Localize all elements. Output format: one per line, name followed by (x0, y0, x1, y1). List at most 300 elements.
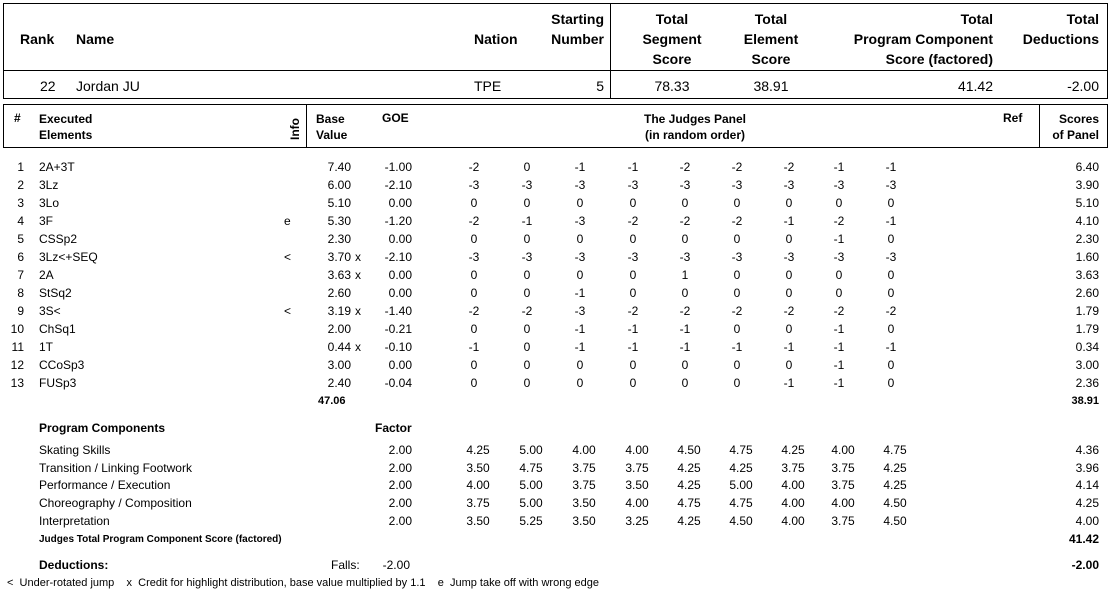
judge-score: -3 (885, 250, 897, 264)
element-bonus-mark: x (355, 250, 361, 264)
judge-score: 0 (523, 322, 531, 336)
pc-judge-score: 4.25 (466, 443, 490, 457)
element-panel-score: 5.10 (1075, 196, 1099, 210)
pc-judge-score: 4.75 (729, 443, 753, 457)
ref-header: Ref (1003, 111, 1023, 125)
judge-score: -3 (783, 250, 795, 264)
judge-score: -3 (574, 304, 586, 318)
judge-score: -1 (574, 322, 586, 336)
pc-judge-score: 4.75 (883, 443, 907, 457)
table-header-div-1 (306, 104, 307, 148)
element-panel-score: 1.79 (1075, 304, 1099, 318)
element-code: CSSp2 (39, 232, 78, 246)
judge-score: -1 (468, 340, 480, 354)
judge-score: -1 (627, 160, 639, 174)
pc-judge-score: 4.00 (831, 443, 855, 457)
judge-score: -2 (833, 214, 845, 228)
judge-score: 0 (681, 286, 689, 300)
element-base-value: 3.00 (327, 358, 351, 372)
header-divider (3, 70, 1108, 71)
element-row (0, 230, 1111, 248)
judge-score: -2 (731, 304, 743, 318)
judge-score: 0 (523, 358, 531, 372)
judge-score: 0 (785, 232, 793, 246)
element-base-value: 2.30 (327, 232, 351, 246)
pc-judge-score: 3.75 (781, 460, 805, 475)
pc-judge-score: 4.00 (781, 478, 805, 493)
judge-score: 1 (681, 268, 689, 282)
judge-score: 0 (470, 196, 478, 210)
scores-of-panel-header: Scores of Panel (1052, 112, 1099, 142)
element-code: 3Lz<+SEQ (39, 250, 98, 264)
judge-score: -1 (885, 160, 897, 174)
judge-score: -2 (679, 214, 691, 228)
judge-score: -1 (574, 340, 586, 354)
judge-score: -1 (783, 214, 795, 228)
judge-score: -1 (783, 376, 795, 390)
starting-number-header: Starting Number (551, 11, 604, 47)
pc-judge-score: 4.75 (729, 496, 753, 511)
element-info: < (284, 250, 292, 264)
skater-rank: 22 (40, 78, 56, 94)
judge-score: -2 (731, 160, 743, 174)
info-header: Info (288, 118, 302, 140)
element-row (0, 338, 1111, 356)
element-number: 13 (10, 376, 24, 390)
judge-score: 0 (629, 376, 637, 390)
pc-factor: 2.00 (388, 460, 412, 475)
skater-deductions: -2.00 (1067, 78, 1099, 94)
judge-score: -1 (574, 160, 586, 174)
judge-score: -1 (679, 340, 691, 354)
judge-score: -2 (885, 304, 897, 318)
pc-row (0, 494, 1111, 512)
judge-score: 0 (785, 322, 793, 336)
pc-judge-score: 3.50 (466, 460, 490, 475)
judge-score: 0 (629, 286, 637, 300)
element-row (0, 374, 1111, 392)
pc-judge-score: 3.50 (466, 513, 490, 528)
element-goe: -0.21 (384, 322, 412, 336)
judge-score: -2 (679, 304, 691, 318)
nation-header: Nation (474, 31, 518, 47)
judge-score: -2 (783, 304, 795, 318)
element-panel-score: 3.63 (1075, 268, 1099, 282)
judge-score: 0 (681, 196, 689, 210)
pc-panel-score: 3.96 (1075, 460, 1099, 475)
judge-score: -3 (731, 178, 743, 192)
element-row (0, 176, 1111, 194)
element-goe: -1.20 (384, 214, 412, 228)
judge-score: 0 (733, 286, 741, 300)
factor-header: Factor (375, 421, 412, 435)
judge-score: 0 (629, 358, 637, 372)
judge-score: 0 (785, 358, 793, 372)
judge-score: 0 (681, 358, 689, 372)
rank-header: Rank (20, 31, 55, 47)
judge-score: 0 (785, 196, 793, 210)
element-number: 9 (17, 304, 24, 318)
judge-score: 0 (576, 232, 584, 246)
pc-panel-score: 4.36 (1075, 443, 1099, 457)
pc-judge-score: 4.25 (729, 460, 753, 475)
judge-score: 0 (576, 376, 584, 390)
element-base-value: 0.44 (327, 340, 351, 354)
judge-score: 0 (733, 268, 741, 282)
element-goe: 0.00 (388, 196, 412, 210)
element-number: 8 (17, 286, 24, 300)
pc-factor: 2.00 (388, 513, 412, 528)
pc-judge-score: 3.75 (831, 513, 855, 528)
element-number: 11 (11, 340, 24, 354)
judge-score: 0 (733, 322, 741, 336)
deductions-label: Deductions: (39, 558, 109, 572)
element-row (0, 284, 1111, 302)
element-panel-score: 2.36 (1075, 376, 1099, 390)
element-goe: -0.04 (384, 376, 412, 390)
element-number: 5 (17, 232, 24, 246)
pc-judge-score: 4.00 (625, 443, 649, 457)
judge-score: -3 (833, 250, 845, 264)
judge-score: -3 (574, 178, 586, 192)
element-row (0, 248, 1111, 266)
judge-score: -1 (885, 214, 897, 228)
judge-score: 0 (629, 268, 637, 282)
falls-label: Falls: (331, 558, 360, 572)
pc-judge-score: 5.00 (729, 478, 753, 493)
judge-score: -3 (574, 250, 586, 264)
judge-score: 0 (785, 268, 793, 282)
judge-score: -3 (679, 250, 691, 264)
element-number: 2 (17, 178, 24, 192)
pc-factor: 2.00 (388, 496, 412, 511)
pc-judge-score: 3.50 (625, 478, 649, 493)
judge-score: 0 (887, 376, 895, 390)
element-code: 1T (39, 340, 54, 354)
judge-score: -1 (783, 340, 795, 354)
skater-name: Jordan JU (76, 78, 140, 94)
pcs-total-label: Judges Total Program Component Score (factored) (39, 534, 282, 545)
element-panel-score: 2.60 (1075, 286, 1099, 300)
element-panel-score: 0.34 (1075, 340, 1099, 354)
pc-judge-score: 3.75 (466, 496, 490, 511)
judge-score: -1 (833, 376, 845, 390)
element-base-value: 7.40 (327, 160, 351, 174)
element-row (0, 356, 1111, 374)
tes-header: Total Element Score (743, 11, 799, 67)
judge-score: -2 (627, 214, 639, 228)
judge-score: 0 (470, 358, 478, 372)
element-goe: -2.10 (384, 178, 412, 192)
pc-row (0, 441, 1111, 459)
element-goe: 0.00 (388, 268, 412, 282)
judge-score: 0 (523, 268, 531, 282)
pc-judge-score: 4.50 (677, 443, 701, 457)
element-number: 12 (10, 358, 24, 372)
judge-score: -1 (833, 340, 845, 354)
judge-score: -1 (833, 160, 845, 174)
judge-score: 0 (681, 232, 689, 246)
element-code: StSq2 (39, 286, 72, 300)
pc-judge-score: 3.75 (625, 460, 649, 475)
pc-judge-score: 4.00 (781, 513, 805, 528)
elements-total: 38.91 (1071, 395, 1099, 407)
tss-header: Total Segment Score (642, 11, 702, 67)
element-info: e (284, 214, 291, 228)
footnote: < Under-rotated jump x Credit for highlight distribution, base value multiplied by 1.1 e Jump take off with wrong edge (7, 577, 599, 589)
executed-elements-header: Executed Elements (39, 112, 93, 142)
pc-judge-score: 3.75 (831, 460, 855, 475)
element-code: 2A+3T (39, 160, 75, 174)
judge-score: 0 (523, 340, 531, 354)
element-number: 3 (17, 196, 24, 210)
pc-judge-score: 5.00 (519, 496, 543, 511)
judge-score: -1 (679, 322, 691, 336)
pc-row (0, 459, 1111, 477)
judge-score: -2 (468, 160, 480, 174)
judge-score: 0 (470, 232, 478, 246)
falls-value: -2.00 (382, 558, 410, 572)
judge-score: 0 (835, 268, 843, 282)
element-row (0, 320, 1111, 338)
element-panel-score: 3.00 (1075, 358, 1099, 372)
pc-name: Performance / Execution (39, 478, 171, 493)
pc-judge-score: 4.50 (729, 513, 753, 528)
program-components-title: Program Components (39, 421, 166, 435)
judge-score: -3 (468, 178, 480, 192)
judge-score: -1 (574, 286, 586, 300)
pc-judge-score: 4.25 (677, 460, 701, 475)
judge-score: -1 (627, 340, 639, 354)
element-base-value: 5.30 (327, 214, 351, 228)
pc-name: Transition / Linking Footwork (39, 460, 192, 475)
judge-score: 0 (733, 232, 741, 246)
pc-judge-score: 4.25 (677, 478, 701, 493)
pcs-total: 41.42 (1068, 532, 1099, 546)
judge-score: -1 (731, 340, 743, 354)
pc-name: Choreography / Composition (39, 496, 192, 511)
element-code: 2A (39, 268, 54, 282)
element-goe: -2.10 (384, 250, 412, 264)
pc-judge-score: 3.50 (572, 513, 596, 528)
pc-name: Interpretation (39, 513, 110, 528)
base-value-total: 47.06 (318, 395, 346, 407)
judge-score: 0 (733, 376, 741, 390)
element-panel-score: 4.10 (1075, 214, 1099, 228)
pc-panel-score: 4.25 (1075, 496, 1099, 511)
element-code: 3F (39, 214, 54, 228)
element-goe: 0.00 (388, 286, 412, 300)
element-row (0, 158, 1111, 176)
judge-score: 0 (887, 196, 895, 210)
judges-panel-header: The Judges Panel (in random order) (643, 112, 747, 142)
table-header-box (3, 104, 1108, 148)
element-base-value: 6.00 (327, 178, 351, 192)
judge-score: 0 (887, 286, 895, 300)
judge-score: 0 (835, 286, 843, 300)
judge-score: -2 (521, 304, 533, 318)
judge-score: 0 (629, 196, 637, 210)
pc-judge-score: 5.00 (519, 478, 543, 493)
element-row (0, 194, 1111, 212)
judge-score: 0 (523, 286, 531, 300)
goe-header: GOE (382, 111, 409, 125)
pc-judge-score: 4.00 (572, 443, 596, 457)
judge-score: -1 (521, 214, 533, 228)
element-code: ChSq1 (39, 322, 76, 336)
judge-score: -1 (627, 322, 639, 336)
judge-score: -2 (468, 214, 480, 228)
element-base-value: 3.19 (327, 304, 351, 318)
pc-judge-score: 4.25 (883, 478, 907, 493)
pc-judge-score: 4.50 (883, 496, 907, 511)
judge-score: -3 (627, 250, 639, 264)
judge-score: 0 (887, 232, 895, 246)
element-base-value: 3.70 (327, 250, 351, 264)
element-base-value: 5.10 (327, 196, 351, 210)
judge-score: 0 (470, 286, 478, 300)
judge-score: -1 (885, 340, 897, 354)
skater-tes: 38.91 (753, 78, 789, 94)
element-code: 3Lz (39, 178, 59, 192)
element-bonus-mark: x (355, 340, 361, 354)
element-panel-score: 1.60 (1075, 250, 1099, 264)
pc-judge-score: 4.50 (883, 513, 907, 528)
pc-judge-score: 3.50 (572, 496, 596, 511)
element-code: 3Lo (39, 196, 60, 210)
deductions-total: -2.00 (1071, 558, 1099, 572)
element-base-value: 2.00 (327, 322, 351, 336)
judge-score: 0 (576, 196, 584, 210)
element-code: FUSp3 (39, 376, 77, 390)
judge-score: 0 (523, 196, 531, 210)
deductions-header: Total Deductions (1022, 11, 1099, 47)
element-number: 6 (17, 250, 24, 264)
judge-score: 0 (887, 358, 895, 372)
judge-score: 0 (785, 286, 793, 300)
pc-judge-score: 4.00 (466, 478, 490, 493)
element-bonus-mark: x (355, 268, 361, 282)
judge-score: 0 (576, 358, 584, 372)
name-header: Name (76, 31, 115, 47)
header-vdivider (610, 3, 611, 99)
pc-judge-score: 5.00 (519, 443, 543, 457)
judge-score: -3 (627, 178, 639, 192)
judge-score: 0 (887, 268, 895, 282)
pc-name: Skating Skills (39, 443, 111, 457)
judge-score: 0 (470, 268, 478, 282)
element-info: < (284, 304, 292, 318)
pc-judge-score: 4.75 (519, 460, 543, 475)
element-goe: -1.00 (384, 160, 412, 174)
pc-judge-score: 4.75 (677, 496, 701, 511)
judge-score: -2 (833, 304, 845, 318)
element-base-value: 3.63 (327, 268, 351, 282)
pc-judge-score: 4.25 (883, 460, 907, 475)
element-number: 1 (17, 160, 24, 174)
element-bonus-mark: x (355, 304, 361, 318)
element-goe: -1.40 (384, 304, 412, 318)
judge-score: -2 (783, 160, 795, 174)
judge-score: -3 (679, 178, 691, 192)
judge-score: -2 (468, 304, 480, 318)
pc-judge-score: 3.75 (572, 478, 596, 493)
pcs-header: Total Program Component Score (factored) (853, 11, 993, 67)
judge-score: 0 (523, 160, 531, 174)
judge-score: -1 (833, 232, 845, 246)
element-row (0, 266, 1111, 284)
judge-score: 0 (576, 268, 584, 282)
pc-row (0, 512, 1111, 530)
element-goe: 0.00 (388, 358, 412, 372)
judge-score: 0 (629, 232, 637, 246)
judge-score: 0 (523, 232, 531, 246)
element-number: 10 (10, 322, 24, 336)
element-goe: 0.00 (388, 232, 412, 246)
judge-score: -1 (833, 322, 845, 336)
judge-score: -3 (783, 178, 795, 192)
pc-judge-score: 4.25 (781, 443, 805, 457)
pc-judge-score: 4.00 (781, 496, 805, 511)
element-panel-score: 6.40 (1075, 160, 1099, 174)
element-panel-score: 3.90 (1075, 178, 1099, 192)
element-base-value: 2.40 (327, 376, 351, 390)
element-number: 4 (17, 214, 24, 228)
judge-score: 0 (470, 322, 478, 336)
pc-factor: 2.00 (388, 443, 412, 457)
judge-score: 0 (887, 322, 895, 336)
judge-score: 0 (733, 196, 741, 210)
pc-judge-score: 4.00 (625, 496, 649, 511)
judge-score: -3 (833, 178, 845, 192)
element-code: 3S< (39, 304, 61, 318)
judge-score: 0 (733, 358, 741, 372)
element-panel-score: 1.79 (1075, 322, 1099, 336)
num-header: # (14, 111, 21, 125)
pc-panel-score: 4.00 (1075, 513, 1099, 528)
judge-score: -2 (679, 160, 691, 174)
pc-judge-score: 3.75 (831, 478, 855, 493)
skater-start: 5 (596, 78, 604, 94)
element-base-value: 2.60 (327, 286, 351, 300)
judge-score: -3 (731, 250, 743, 264)
skater-tss: 78.33 (654, 78, 690, 94)
pc-panel-score: 4.14 (1075, 478, 1099, 493)
pc-row (0, 476, 1111, 494)
judge-score: -3 (574, 214, 586, 228)
pc-factor: 2.00 (388, 478, 412, 493)
element-panel-score: 2.30 (1075, 232, 1099, 246)
element-row (0, 212, 1111, 230)
skater-nation: TPE (474, 78, 502, 94)
judge-score: 0 (523, 376, 531, 390)
judge-score: -3 (521, 178, 533, 192)
judge-score: 0 (681, 376, 689, 390)
judge-score: -2 (731, 214, 743, 228)
judge-score: -3 (521, 250, 533, 264)
pc-judge-score: 3.25 (625, 513, 649, 528)
skater-pcs: 41.42 (957, 78, 993, 94)
element-goe: -0.10 (384, 340, 412, 354)
judge-score: 0 (835, 196, 843, 210)
judge-score: -3 (468, 250, 480, 264)
judge-score: 0 (470, 376, 478, 390)
judge-score: -1 (833, 358, 845, 372)
judge-score: -3 (885, 178, 897, 192)
base-value-header: Base Value (316, 112, 348, 142)
pc-judge-score: 5.25 (519, 513, 543, 528)
element-number: 7 (17, 268, 24, 282)
